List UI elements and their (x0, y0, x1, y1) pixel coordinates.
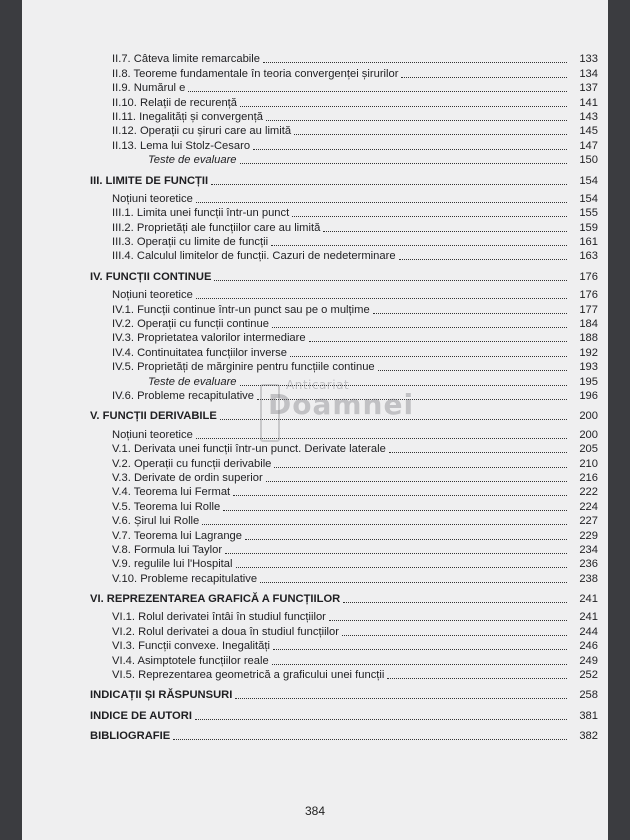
leader-dots (294, 133, 567, 135)
toc-section-row (90, 729, 598, 743)
toc-entry-row (90, 514, 598, 528)
leader-dots (214, 279, 567, 281)
toc-entry-label: III.3. Operații cu limite de funcții (112, 236, 269, 249)
toc-page-number: 234 (579, 543, 598, 556)
toc-entry-row (90, 249, 598, 263)
toc-entry-label: V.3. Derivate de ordin superior (112, 471, 263, 484)
toc-page-number: 184 (579, 318, 598, 331)
toc-entry-label: III. LIMITE DE FUNCȚII (90, 174, 209, 187)
toc-page-number: 147 (579, 139, 598, 152)
toc-entry-label: INDICE DE AUTORI (90, 709, 192, 722)
leader-dots (272, 663, 567, 665)
leader-dots (223, 509, 567, 511)
leader-dots (240, 162, 567, 164)
toc-entry-row (90, 192, 598, 206)
toc-page-number: 154 (579, 192, 598, 205)
toc-page-number: 143 (579, 110, 598, 123)
toc-section-row (90, 173, 598, 187)
toc-page-number: 145 (579, 125, 598, 138)
toc-page-number: 196 (579, 389, 598, 402)
toc-entry-label: IV.6. Probleme recapitulative (112, 389, 254, 402)
leader-dots (373, 312, 567, 314)
toc-page-number: 176 (579, 270, 598, 283)
toc-section-row (90, 592, 598, 606)
toc-page-number: 381 (579, 709, 598, 722)
toc-page-number: 382 (579, 730, 598, 743)
leader-dots (240, 105, 567, 107)
toc-section-row (90, 688, 598, 702)
toc-entry-label: II.10. Relații de recurență (112, 96, 237, 109)
toc-entry-row (90, 557, 598, 571)
toc-entry-row (90, 153, 598, 167)
toc-entry-row (90, 138, 598, 152)
toc-entry-label: V.10. Probleme recapitulative (112, 572, 258, 585)
toc-page-number: 150 (579, 154, 598, 167)
toc-entry-label: V.5. Teorema lui Rolle (112, 500, 221, 513)
toc-page-number: 192 (579, 346, 598, 359)
leader-dots (274, 466, 567, 468)
toc-page-number: 241 (579, 611, 598, 624)
leader-dots (401, 76, 567, 78)
toc-page-number: 193 (579, 361, 598, 374)
toc-entry-label: V.4. Teorema lui Fermat (112, 486, 231, 499)
toc-entry-row (90, 235, 598, 249)
toc-page-number: 224 (579, 500, 598, 513)
toc-entry-label: II.7. Câteva limite remarcabile (112, 53, 260, 66)
toc-entry-label: V.2. Operații cu funcții derivabile (112, 457, 272, 470)
toc-entry-label: IV.2. Operații cu funcții continue (112, 318, 269, 331)
toc-entry-label: IV.4. Continuitatea funcțiilor inverse (112, 346, 287, 359)
leader-dots (309, 340, 567, 342)
leader-dots (260, 581, 567, 583)
toc-page-number: 141 (579, 96, 598, 109)
watermark-line2: Doamnei (268, 388, 415, 421)
leader-dots (389, 451, 567, 453)
toc-entry-label: II.13. Lema lui Stolz-Cesaro (112, 139, 251, 152)
toc-page-number: 216 (579, 471, 598, 484)
leader-dots (245, 538, 567, 540)
toc-entry-label: VI.2. Rolul derivatei a doua în studiul funcțiilor (112, 625, 339, 638)
leader-dots (343, 601, 567, 603)
leader-dots (196, 201, 567, 203)
toc-entry-row (90, 624, 598, 638)
toc-entry-label: V.8. Formula lui Taylor (112, 543, 223, 556)
toc-page-number: 238 (579, 572, 598, 585)
toc-page-number: 163 (579, 250, 598, 263)
toc-page-number: 176 (579, 289, 598, 302)
toc-entry-row (90, 360, 598, 374)
toc-entry-label: IV. FUNCȚII CONTINUE (90, 270, 212, 283)
leader-dots (211, 183, 567, 185)
toc-entry-label: V.9. regulile lui l'Hospital (112, 558, 233, 571)
leader-dots (271, 244, 567, 246)
leader-dots (266, 480, 567, 482)
toc-entry-row (90, 543, 598, 557)
leader-dots (196, 297, 567, 299)
toc-entry-label: INDICAȚII ȘI RĂSPUNSURI (90, 689, 233, 702)
leader-dots (272, 326, 567, 328)
toc-page-number: 258 (579, 689, 598, 702)
toc-entry-label: Teste de evaluare (148, 154, 237, 167)
toc-entry-row (90, 95, 598, 109)
book-page (22, 0, 608, 840)
toc-page-number: 229 (579, 529, 598, 542)
toc-page-number: 154 (579, 174, 598, 187)
toc-entry-label: VI. REPREZENTAREA GRAFICĂ A FUNCȚIILOR (90, 593, 341, 606)
leader-dots (273, 648, 567, 650)
toc-entry-row (90, 52, 598, 66)
leader-dots (173, 738, 567, 740)
toc-entry-label: III.1. Limita unei funcții într-un punct (112, 207, 290, 220)
toc-page-number: 188 (579, 332, 598, 345)
toc-page-number: 252 (579, 669, 598, 682)
toc-entry-label: VI.1. Rolul derivatei întâi în studiul funcțiilor (112, 611, 326, 624)
toc-page-number: 133 (579, 53, 598, 66)
toc-section-row (90, 269, 598, 283)
toc-entry-label: II.8. Teoreme fundamentale în teoria convergenței șirurilor (112, 67, 399, 80)
toc-page-number: 244 (579, 625, 598, 638)
toc-page-number: 195 (579, 375, 598, 388)
leader-dots (236, 566, 568, 568)
toc-entry-label: BIBLIOGRAFIE (90, 730, 171, 743)
toc-entry-row (90, 317, 598, 331)
toc-entry-row (90, 571, 598, 585)
toc-entry-label: Noțiuni teoretice (112, 192, 193, 205)
toc-entry-row (90, 81, 598, 95)
toc-entry-label: V. FUNCȚII DERIVABILE (90, 410, 217, 423)
toc-page-number: 159 (579, 221, 598, 234)
toc-entry-row (90, 220, 598, 234)
toc-entry-row (90, 66, 598, 80)
toc-page-number: 222 (579, 486, 598, 499)
leader-dots (263, 61, 567, 63)
toc-entry-label: Noțiuni teoretice (112, 428, 193, 441)
toc-page-number: 200 (579, 410, 598, 423)
leader-dots (342, 634, 567, 636)
leader-dots (266, 119, 567, 121)
watermark-stamp (260, 378, 440, 448)
toc-page-number: 137 (579, 82, 598, 95)
toc-page-number: 236 (579, 558, 598, 571)
toc-entry-row (90, 345, 598, 359)
toc-entry-label: II.9. Numărul e (112, 82, 186, 95)
toc-entry-row (90, 456, 598, 470)
toc-page-number: 249 (579, 654, 598, 667)
leader-dots (225, 552, 567, 554)
toc-page-number: 205 (579, 443, 598, 456)
toc-entry-row (90, 124, 598, 138)
toc-entry-row (90, 653, 598, 667)
toc-entry-row (90, 485, 598, 499)
toc-entry-label: II.11. Inegalități și convergență (112, 110, 263, 123)
toc-entry-label: VI.5. Reprezentarea geometrică a graficului unei funcții (112, 669, 385, 682)
toc-entry-label: III.2. Proprietăți ale funcțiilor care au limită (112, 221, 321, 234)
toc-entry-label: VI.4. Asimptotele funcțiilor reale (112, 654, 269, 667)
leader-dots (292, 215, 567, 217)
leader-dots (233, 494, 567, 496)
toc-entry-label: Teste de evaluare (148, 375, 237, 388)
toc-entry-label: V.7. Teorema lui Lagrange (112, 529, 242, 542)
toc-entry-label: Noțiuni teoretice (112, 289, 193, 302)
toc-entry-row (90, 110, 598, 124)
toc-entry-row (90, 499, 598, 513)
toc-page-number: 155 (579, 207, 598, 220)
toc-entry-row (90, 610, 598, 624)
toc-entry-label: VI.3. Funcții convexe. Inegalități (112, 640, 270, 653)
toc-entry-label: V.1. Derivata unei funcții într-un punct. Derivate laterale (112, 443, 386, 456)
toc-page-number: 177 (579, 303, 598, 316)
toc-entry-row (90, 639, 598, 653)
toc-entry-label: II.12. Operații cu șiruri care au limită (112, 125, 292, 138)
leader-dots (387, 677, 567, 679)
leader-dots (323, 230, 567, 232)
toc-entry-row (90, 528, 598, 542)
toc-page-number: 161 (579, 236, 598, 249)
toc-entry-row (90, 302, 598, 316)
toc-page-number: 200 (579, 428, 598, 441)
toc-entry-label: IV.3. Proprietatea valorilor intermediare (112, 332, 306, 345)
leader-dots (329, 619, 567, 621)
toc-entry-row (90, 288, 598, 302)
page-number: 384 (304, 804, 326, 818)
watermark-line1: Anticariat (286, 378, 350, 392)
toc-entry-row (90, 471, 598, 485)
leader-dots (290, 355, 567, 357)
toc-page-number: 210 (579, 457, 598, 470)
leader-dots (188, 90, 567, 92)
toc-entry-label: IV.5. Proprietăți de mărginire pentru funcțiile continue (112, 361, 375, 374)
toc-entry-row (90, 206, 598, 220)
toc-section-row (90, 708, 598, 722)
toc-entry-row (90, 331, 598, 345)
toc-page-number: 134 (579, 67, 598, 80)
toc-entry-label: IV.1. Funcții continue într-un punct sau pe o mulțime (112, 303, 370, 316)
leader-dots (235, 697, 567, 699)
toc-page-number: 241 (579, 593, 598, 606)
toc-entry-label: III.4. Calculul limitelor de funcții. Cazuri de nedeterminare (112, 250, 396, 263)
toc-entry-label: V.6. Șirul lui Rolle (112, 515, 200, 528)
leader-dots (378, 369, 567, 371)
leader-dots (195, 718, 567, 720)
toc-entry-row (90, 668, 598, 682)
toc-page-number: 227 (579, 515, 598, 528)
toc-page-number: 246 (579, 640, 598, 653)
leader-dots (202, 523, 567, 525)
leader-dots (399, 258, 567, 260)
leader-dots (253, 148, 567, 150)
